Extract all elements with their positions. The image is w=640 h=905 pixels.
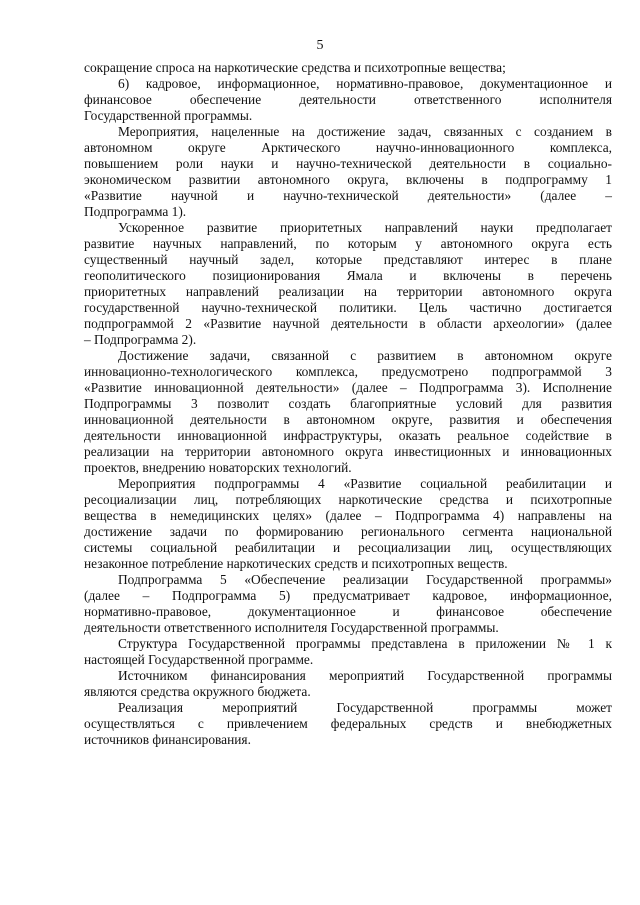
text-line: инновационно-технологического комплекса, предусмотрено подпрограммой 3 (84, 364, 612, 379)
text-line: источников финансирования. (84, 732, 251, 747)
text-line: нормативно-правовое, документационное и финансовое обеспечение (84, 604, 612, 619)
text-line: (далее – Подпрограмма 5) предусматривает кадровое, информационное, (84, 588, 612, 603)
text-line: государственной научно-технической политики. Цель частично достигается (84, 300, 612, 315)
text-line: Мероприятия, нацеленные на достижение задач, связанных с созданием в (118, 124, 612, 139)
paragraph (84, 476, 612, 572)
text-line: системы социальной реабилитации и ресоциализации лиц, осуществляющих (84, 540, 612, 555)
text-line: Структура Государственной программы представлена в приложении № 1 к (118, 636, 612, 651)
text-line: деятельности ответственного исполнителя Государственной программы. (84, 620, 499, 635)
text-line: Подпрограмма 5 «Обеспечение реализации Государственной программы» (118, 572, 612, 587)
document-body (84, 60, 612, 748)
text-line: подпрограммой 2 «Развитие научной деятельности в области археологии» (далее (84, 316, 612, 331)
text-line: сокращение спроса на наркотические средства и психотропные вещества; (84, 60, 506, 75)
text-line: Реализация мероприятий Государственной программы может (118, 700, 612, 715)
paragraph (84, 124, 612, 220)
text-line: вещества в немедицинских целях» (далее – Подпрограмма 4) направлены на (84, 508, 612, 523)
text-line: Мероприятия подпрограммы 4 «Развитие социальной реабилитации и (118, 476, 612, 491)
paragraph (84, 76, 612, 124)
text-line: Подпрограмма 1). (84, 204, 187, 219)
text-line: экономическом развитии автономного округа, включены в подпрограмму 1 (84, 172, 612, 187)
text-line: ресоциализации лиц, потребляющих наркотические средства и психотропные (84, 492, 612, 507)
text-line: проектов, внедрению новаторских технологий. (84, 460, 352, 475)
text-line: приоритетных направлений реализации на территории автономного округа (84, 284, 612, 299)
text-line: существенный научный задел, которые представляют интерес в плане (84, 252, 612, 267)
text-line: настоящей Государственной программе. (84, 652, 314, 667)
paragraph (84, 668, 612, 700)
text-line: Государственной программы. (84, 108, 253, 123)
text-line: осуществляться с привлечением федеральных средств и внебюджетных (84, 716, 612, 731)
paragraph (84, 700, 612, 748)
text-line: финансовое обеспечение деятельности ответственного исполнителя (84, 92, 612, 107)
text-line: реализации на территории автономного округа инвестиционных и инновационных (84, 444, 612, 459)
paragraph (84, 636, 612, 668)
text-line: деятельности инновационной инфраструктуры, оказать реальное содействие в (84, 428, 612, 443)
text-line: геополитического позиционирования Ямала и включены в перечень (84, 268, 612, 283)
text-line: Ускоренное развитие приоритетных направлений науки предполагает (118, 220, 612, 235)
paragraph (84, 60, 612, 76)
text-line: инновационной деятельности в автономном округе, развития и обеспечения (84, 412, 612, 427)
text-line: – Подпрограмма 2). (84, 332, 197, 347)
text-line: «Развитие научной и научно-технической деятельности» (далее – (84, 188, 612, 203)
text-line: незаконное потребление наркотических средств и психотропных веществ. (84, 556, 508, 571)
text-line: 6) кадровое, информационное, нормативно-правовое, документационное и (118, 76, 612, 91)
text-line: Достижение задачи, связанной с развитием в автономном округе (118, 348, 612, 363)
text-line: развитие научных направлений, по которым у автономного округа есть (84, 236, 612, 251)
text-line: «Развитие инновационной деятельности» (далее – Подпрограмма 3). Исполнение (84, 380, 612, 395)
page-number: 5 (316, 38, 324, 53)
paragraph (84, 220, 612, 348)
paragraph (84, 348, 612, 476)
text-line: являются средства окружного бюджета. (84, 684, 311, 699)
text-line: достижение задачи по формированию регионального сегмента национальной (84, 524, 612, 539)
paragraph (84, 572, 612, 636)
text-line: автономном округе Арктического научно-инновационного комплекса, (84, 140, 612, 155)
text-line: Подпрограммы 3 позволит создать благоприятные условий для развития (84, 396, 612, 411)
text-line: Источником финансирования мероприятий Государственной программы (118, 668, 612, 683)
text-line: повышением роли науки и научно-технической деятельности в социально- (84, 156, 612, 171)
